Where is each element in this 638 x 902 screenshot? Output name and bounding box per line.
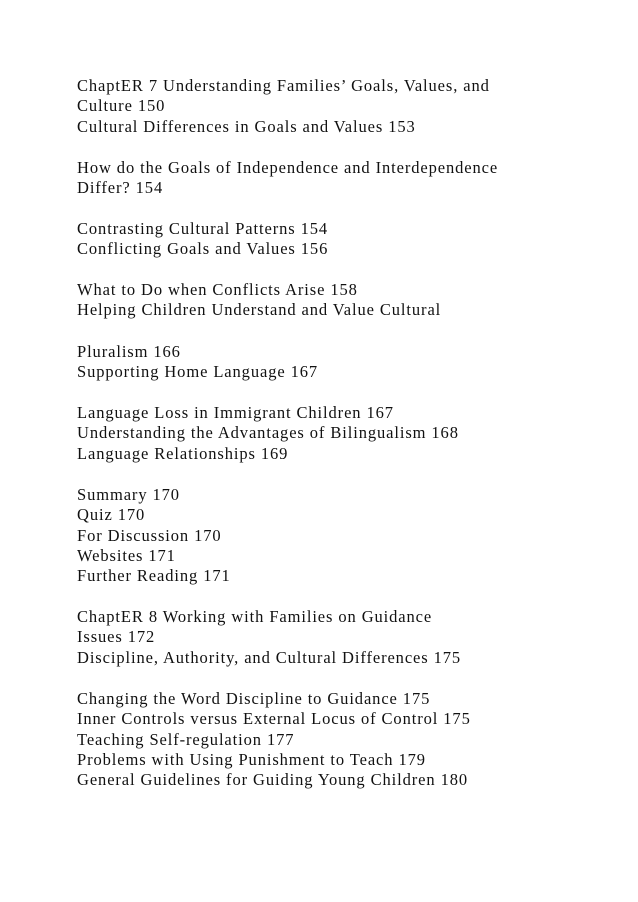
- toc-line-conflicts-arise: What to Do when Conflicts Arise 158: [77, 280, 358, 299]
- toc-line-contrasting-patterns: Contrasting Cultural Patterns 154: [77, 219, 329, 238]
- toc-line-chapter-7-title: ChaptER 7 Understanding Families’ Goals, Values, and: [77, 76, 490, 95]
- toc-line-punishment: Problems with Using Punishment to Teach 179: [77, 749, 426, 769]
- toc-block-conflicts: [77, 280, 617, 321]
- toc-block-language: [77, 403, 617, 464]
- toc-line-independence-cont: Differ? 154: [77, 178, 164, 198]
- toc-line-summary: Summary 170: [77, 485, 180, 504]
- toc-line-conflicting-goals: Conflicting Goals and Values 156: [77, 239, 329, 259]
- toc-block-pluralism: [77, 342, 617, 383]
- toc-line-general-guidelines: General Guidelines for Guiding Young Children 180: [77, 770, 469, 790]
- toc-block-guidance: [77, 689, 617, 790]
- toc-line-bilingualism: Understanding the Advantages of Bilingualism 168: [77, 423, 459, 443]
- toc-line-chapter-8-title-cont: Issues 172: [77, 627, 156, 647]
- toc-line-cultural-differences: Cultural Differences in Goals and Values 153: [77, 116, 416, 136]
- toc-line-quiz: Quiz 170: [77, 505, 146, 525]
- toc-line-pluralism: Pluralism 166: [77, 342, 181, 361]
- toc-line-helping-children: Helping Children Understand and Value Cultural: [77, 300, 442, 320]
- toc-line-further-reading: Further Reading 171: [77, 566, 231, 586]
- toc-line-websites: Websites 171: [77, 545, 176, 565]
- toc-line-for-discussion: For Discussion 170: [77, 525, 222, 545]
- toc-line-language-relationships: Language Relationships 169: [77, 443, 289, 463]
- toc-line-chapter-7-title-cont: Culture 150: [77, 96, 166, 116]
- toc-line-independence: How do the Goals of Independence and Interdependence: [77, 158, 499, 177]
- toc-line-discipline-authority: Discipline, Authority, and Cultural Differences 175: [77, 647, 462, 667]
- toc-block-chapter-7-end-matter: [77, 485, 617, 586]
- toc-line-chapter-8-title: ChaptER 8 Working with Families on Guidance: [77, 607, 433, 626]
- toc-line-discipline-to-guidance: Changing the Word Discipline to Guidance 175: [77, 689, 431, 708]
- toc-line-self-regulation: Teaching Self-regulation 177: [77, 729, 295, 749]
- toc-block-independence: [77, 158, 617, 199]
- toc-block-contrasting: [77, 219, 617, 260]
- toc-line-home-language: Supporting Home Language 167: [77, 362, 319, 382]
- toc-line-inner-controls: Inner Controls versus External Locus of Control 175: [77, 709, 471, 729]
- toc-block-chapter-8-heading: [77, 607, 617, 668]
- toc-line-language-loss: Language Loss in Immigrant Children 167: [77, 403, 394, 422]
- toc-block-chapter-7-heading: [77, 76, 617, 137]
